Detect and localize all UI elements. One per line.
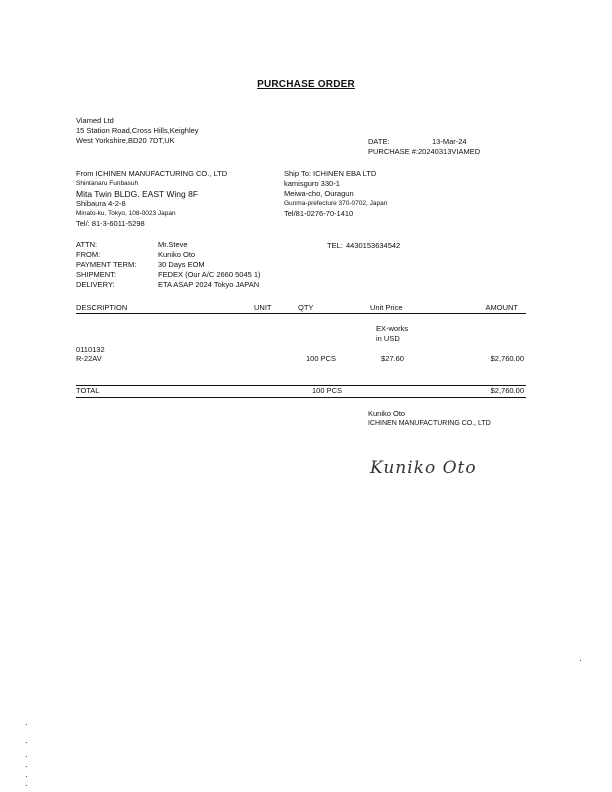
header-qty: QTY (298, 303, 314, 312)
scan-mark (26, 724, 27, 725)
detail-value-attn: Mr.Steve (158, 240, 188, 249)
ship-to-line: Gunma-prefecture 370-0702, Japan (284, 200, 388, 207)
item-description: R-22AV (76, 354, 102, 363)
from-line: Mita Twin BLDG. EAST Wing 8F (76, 189, 199, 199)
detail-value-payment: 30 Days EOM (158, 260, 205, 269)
tel-label: TEL: (327, 241, 343, 250)
detail-label-from: FROM: (76, 250, 101, 259)
item-amount: $2,760.00 (490, 354, 524, 363)
header-divider (76, 313, 526, 314)
detail-value-shipment: FEDEX (Our A/C 2660 5045 1) (158, 270, 261, 279)
total-divider-bottom (76, 397, 526, 398)
ship-to-line: Tel/81-0276-70-1410 (284, 209, 354, 218)
detail-value-delivery: ETA ASAP 2024 Tokyo JAPAN (158, 280, 260, 289)
from-line: Minato-ku, Tokyo, 108-0023 Japan (76, 210, 176, 217)
header-unit-price: Unit Price (370, 303, 403, 312)
purchase-number-value: 20240313VIAMED (418, 147, 481, 156)
header-unit: UNIT (254, 303, 272, 312)
item-unit-price: $27.60 (381, 354, 404, 363)
buyer-address (76, 116, 199, 146)
date-label: DATE: (368, 137, 390, 146)
signatory-name: Kuniko Oto (368, 409, 406, 418)
detail-label-attn: ATTN: (76, 240, 98, 249)
buyer-line: West Yorkshire,BD20 7DT,UK (76, 136, 175, 145)
total-row (76, 386, 526, 396)
detail-label-shipment: SHIPMENT: (76, 270, 117, 279)
scan-mark (26, 756, 27, 757)
header-amount: AMOUNT (485, 303, 518, 312)
scan-mark (26, 742, 27, 743)
tel-value: 4430153634542 (346, 241, 401, 250)
from-line: Tel/: 81-3-6011-5298 (76, 219, 145, 228)
title-text: PURCHASE ORDER (257, 79, 355, 90)
signatory-company: ICHINEN MANUFACTURING CO., LTD (368, 420, 491, 427)
table-row (76, 354, 526, 364)
handwritten-signature: Kuniko Oto (370, 458, 477, 478)
price-terms-basis: EX-works (376, 324, 409, 333)
from-line: Shibaura 4-2-8 (76, 199, 126, 208)
ship-to-address (284, 169, 387, 219)
ship-to-line: Meiwa-cho, Ouragun (284, 189, 354, 198)
buyer-line: 15 Station Road,Cross Hills,Keighley (76, 126, 199, 135)
date-value: 13-Mar-24 (432, 137, 467, 146)
scan-mark (580, 660, 581, 661)
buyer-line: Viamed Ltd (76, 116, 114, 125)
detail-label-payment: PAYMENT TERM: (76, 260, 137, 269)
detail-values (158, 240, 261, 290)
ship-to-line: Ship To: ICHINEN EBA LTD (284, 169, 377, 178)
scan-mark (26, 766, 27, 767)
table-header-row (76, 303, 526, 313)
item-code: 0110132 (76, 345, 105, 354)
header-description: DESCRIPTION (76, 303, 128, 312)
detail-labels (76, 240, 136, 290)
from-address (76, 169, 227, 229)
document-title (0, 74, 612, 92)
from-line: Shintanaru Funbasuh (76, 180, 139, 187)
detail-label-delivery: DELIVERY: (76, 280, 115, 289)
price-terms-currency: in USD (376, 334, 400, 343)
item-qty: 100 PCS (306, 354, 337, 363)
total-amount: $2,760.00 (490, 386, 524, 395)
total-label: TOTAL (76, 386, 100, 395)
scan-mark (26, 785, 27, 786)
detail-value-from: Kuniko Oto (158, 250, 196, 259)
scan-mark (26, 776, 27, 777)
from-line: From ICHINEN MANUFACTURING CO., LTD (76, 169, 228, 178)
ship-to-line: kamisguro 330-1 (284, 179, 340, 188)
purchase-number-label: PURCHASE #: (368, 147, 419, 156)
total-qty: 100 PCS (312, 386, 343, 395)
